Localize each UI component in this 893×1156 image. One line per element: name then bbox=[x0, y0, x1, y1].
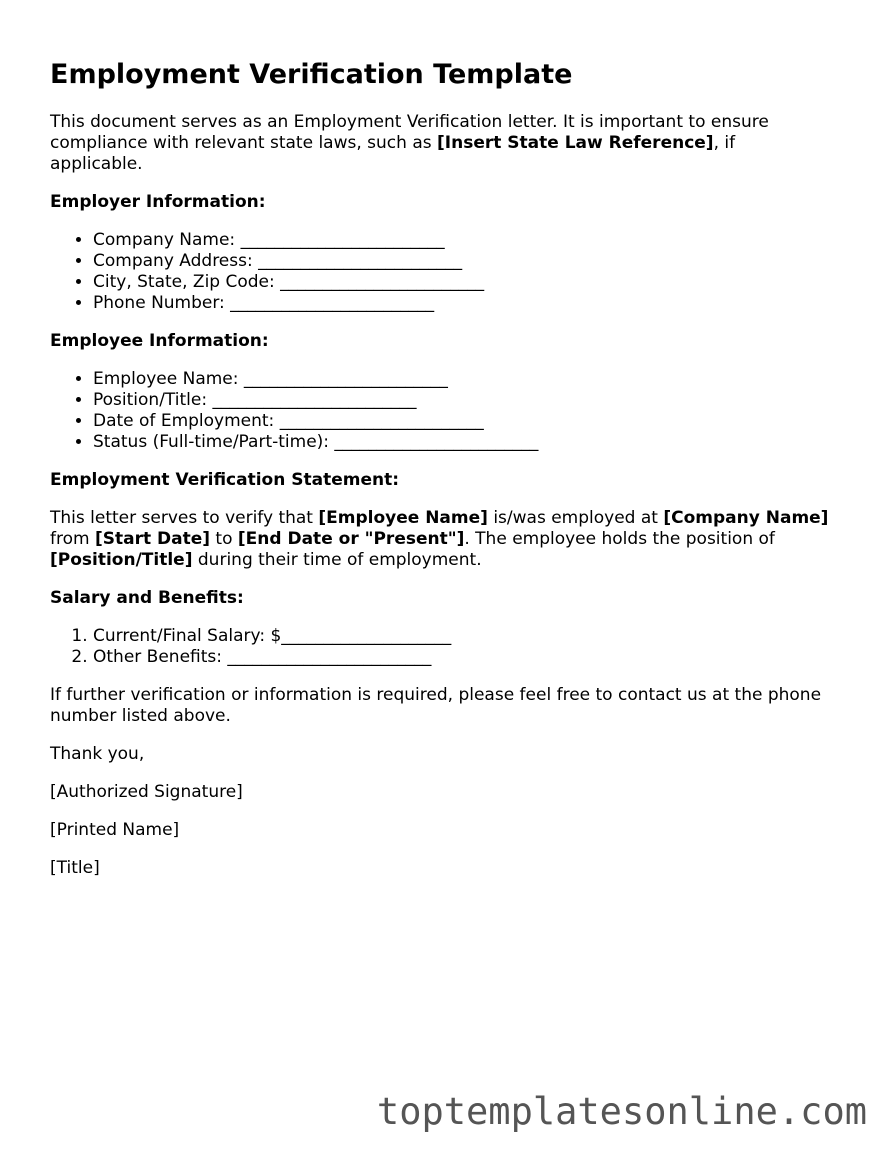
list-item: • Phone Number: ________________________ bbox=[93, 293, 830, 314]
employee-heading: Employee Information: bbox=[50, 331, 269, 351]
list-item: 2. Other Benefits: ________________________ bbox=[93, 647, 830, 668]
list-item: • Employee Name: ________________________ bbox=[93, 369, 830, 390]
signature-line: [Authorized Signature] bbox=[50, 782, 243, 802]
printed-name-line: [Printed Name] bbox=[50, 820, 180, 840]
start-date-placeholder: [Start Date] bbox=[94, 529, 211, 549]
end-date-placeholder: [End Date or "Present"] bbox=[237, 529, 465, 549]
employer-heading: Employer Information: bbox=[50, 192, 266, 212]
statement-text: This letter serves to verify that bbox=[50, 508, 319, 528]
watermark: toptemplatesonline.com bbox=[376, 1090, 867, 1133]
signer-title-line: [Title] bbox=[50, 858, 100, 878]
intro-text-end: , if applicable. bbox=[50, 133, 736, 174]
document-page bbox=[50, 58, 830, 896]
salary-list bbox=[50, 626, 830, 668]
salary-heading: Salary and Benefits: bbox=[50, 588, 244, 608]
thanks-line: Thank you, bbox=[50, 744, 145, 764]
intro-paragraph bbox=[50, 112, 830, 175]
statement-paragraph bbox=[50, 508, 830, 571]
statement-text: to bbox=[210, 529, 238, 549]
list-item: • Position/Title: ________________________ bbox=[93, 390, 830, 411]
statement-text: during their time of employment. bbox=[192, 550, 482, 570]
company-name-placeholder: [Company Name] bbox=[663, 508, 829, 528]
state-law-placeholder: [Insert State Law Reference] bbox=[437, 133, 714, 153]
statement-text: is/was employed at bbox=[487, 508, 664, 528]
employee-list bbox=[50, 369, 830, 453]
list-item: 1. Current/Final Salary: $____________________ bbox=[93, 626, 830, 647]
list-item: • City, State, Zip Code: ________________________ bbox=[93, 272, 830, 293]
list-item: • Date of Employment: ________________________ bbox=[93, 411, 830, 432]
position-placeholder: [Position/Title] bbox=[50, 550, 193, 570]
statement-text: from bbox=[50, 529, 95, 549]
document-title: Employment Verification Template bbox=[50, 59, 573, 90]
statement-text: . The employee holds the position of bbox=[464, 529, 775, 549]
list-item: • Company Name: ________________________ bbox=[93, 230, 830, 251]
list-item: • Company Address: ________________________ bbox=[93, 251, 830, 272]
employer-list bbox=[50, 230, 830, 314]
list-item: • Status (Full-time/Part-time): ________________________ bbox=[93, 432, 830, 453]
employee-name-placeholder: [Employee Name] bbox=[318, 508, 488, 528]
intro-text: This document serves as an Employment Verification letter. It is important to ensure compliance with relevant state laws, such as bbox=[50, 112, 769, 153]
closing-note: If further verification or information is required, please feel free to contact us at the phone number listed above. bbox=[50, 685, 822, 726]
statement-heading: Employment Verification Statement: bbox=[50, 470, 400, 490]
